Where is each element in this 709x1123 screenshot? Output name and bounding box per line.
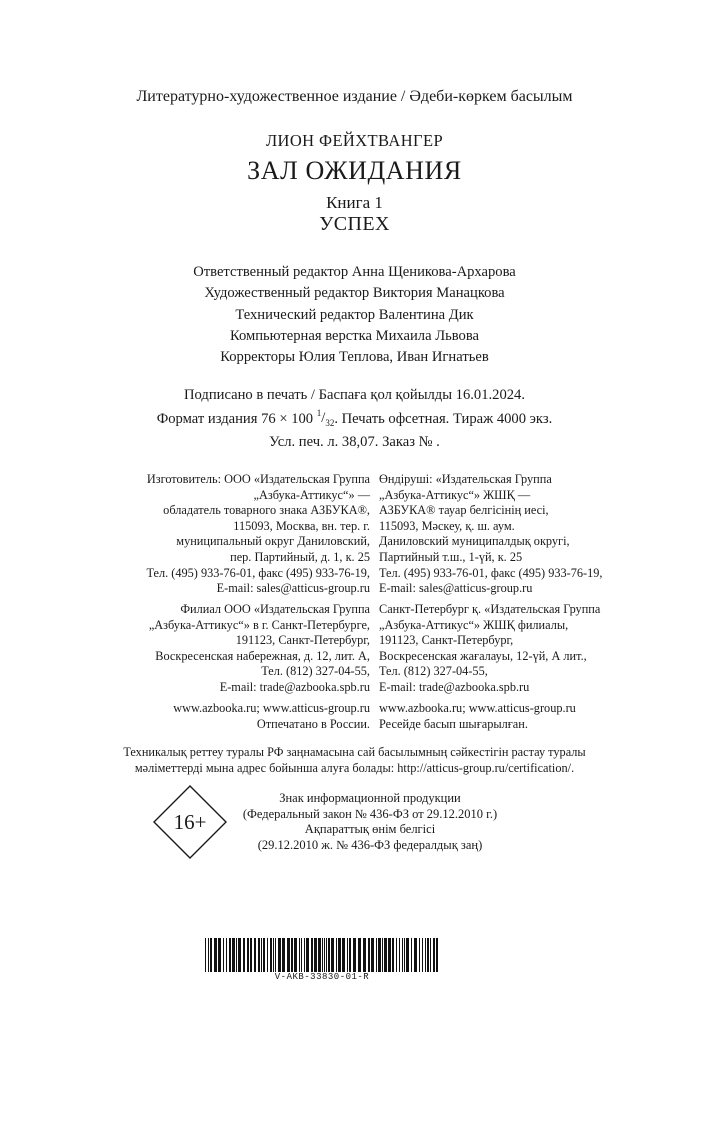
barcode-icon xyxy=(205,938,439,972)
barcode-bar xyxy=(254,938,256,972)
text-line: (29.12.2010 ж. № 436-ФЗ федералдық заң) xyxy=(257,837,483,852)
age-rating: 16+ xyxy=(173,809,207,834)
barcode-bar xyxy=(311,938,313,972)
barcode-bar xyxy=(314,938,317,972)
barcode-bar xyxy=(232,938,235,972)
format-denominator: 32 xyxy=(325,418,335,429)
barcode-bar xyxy=(223,938,224,972)
barcode-bar xyxy=(263,938,265,972)
format-prefix: Формат издания 76 × 100 xyxy=(156,410,314,427)
printed-in-line: Ресейде басып шығарылған. xyxy=(379,716,528,731)
barcode-bar xyxy=(349,938,351,972)
barcode-bar xyxy=(338,938,341,972)
barcode-bar xyxy=(278,938,281,972)
text-line: пер. Партийный, д. 1, к. 25 xyxy=(230,549,370,564)
credit-line: Корректоры Юлия Теплова, Иван Игнатьев xyxy=(220,349,489,366)
barcode-bar xyxy=(318,938,321,972)
book-number: Книга 1 xyxy=(326,193,383,212)
website-line: www.azbooka.ru; www.atticus-group.ru xyxy=(379,701,576,715)
barcode-bar xyxy=(322,938,323,972)
barcode-bar xyxy=(324,938,325,972)
text-line: „Азбука-Аттикус“» в г. Санкт-Петербурге, xyxy=(148,617,370,632)
website-line: www.azbooka.ru; www.atticus-group.ru xyxy=(173,701,370,715)
text-line: „Азбука-Аттикус“» ЖШҚ филиалы, xyxy=(379,617,569,632)
text-line: Тел. (812) 327-04-55, xyxy=(379,664,488,679)
text-line: Тел. (495) 933-76-01, факс (495) 933-76-19, xyxy=(146,565,370,580)
barcode-bar xyxy=(419,938,420,972)
barcode-bar xyxy=(226,938,227,972)
genre-line: Литературно-художественное издание / Әдеби-көркем басылым xyxy=(136,88,573,105)
text-line: АЗБУКА® тауар белгісінің иесі, xyxy=(379,503,549,518)
text-line: Техникалық реттеу туралы РФ заңнамасына сай басылымның сәйкестігін растау туралы xyxy=(123,745,586,759)
text-line: Партийный т.ш., 1-үй, к. 25 xyxy=(379,549,523,564)
barcode-bar xyxy=(396,938,397,972)
barcode-bar xyxy=(214,938,217,972)
text-line: 115093, Мәскеу, қ. ш. аум. xyxy=(379,518,515,533)
text-line: Ақпараттық өнім белгісі xyxy=(304,822,436,837)
barcode-bar xyxy=(399,938,400,972)
text-line: „Азбука-Аттикус“» — xyxy=(253,487,370,502)
barcode-bar xyxy=(404,938,405,972)
barcode-bar xyxy=(282,938,285,972)
barcode-bar xyxy=(247,938,249,972)
text-line: Знак информационной продукции xyxy=(279,791,461,805)
format-fraction: $^1/_{32}$ xyxy=(316,408,335,429)
format-suffix: . Печать офсетная. Тираж 4000 экз. xyxy=(334,410,553,427)
credit-line: Ответственный редактор Анна Щеникова-Архарова xyxy=(193,264,516,280)
barcode-bar xyxy=(304,938,305,972)
credit-line: Технический редактор Валентина Дик xyxy=(235,306,474,323)
barcode-bar xyxy=(301,938,302,972)
barcode-bar xyxy=(382,938,383,972)
barcode-bar xyxy=(273,938,274,972)
text-line: (Федеральный закон № 436-ФЗ от 29.12.2010 г.) xyxy=(242,806,498,821)
text-line: Тел. (495) 933-76-01, факс (495) 933-76-19, xyxy=(379,565,603,580)
barcode-bar xyxy=(384,938,387,972)
email-line: E-mail: sales@atticus-group.ru xyxy=(379,581,533,596)
barcode-bar xyxy=(243,938,245,972)
barcode-bar xyxy=(406,938,409,972)
barcode-bar xyxy=(402,938,403,972)
barcode-bar xyxy=(331,938,334,972)
barcode-bar xyxy=(414,938,417,972)
barcode-bar xyxy=(229,938,231,972)
barcode-bar xyxy=(433,938,435,972)
barcode-bar xyxy=(368,938,370,972)
barcode-bar xyxy=(342,938,345,972)
certification-note xyxy=(0,745,709,777)
barcode-bar xyxy=(236,938,237,972)
barcode-bar xyxy=(210,938,212,972)
barcode-bar xyxy=(208,938,209,972)
barcode-bar xyxy=(287,938,290,972)
barcode-bar xyxy=(299,938,300,972)
text-line: Өндіруші: «Издательская Группа xyxy=(379,472,552,486)
signed-date: Подписано в печать / Баспаға қол қойылды 16.01.2024. xyxy=(184,387,525,403)
barcode-bar xyxy=(347,938,348,972)
branch-kz xyxy=(379,602,639,696)
barcode-bar xyxy=(250,938,252,972)
printed-in-line: Отпечатано в России. xyxy=(256,716,370,731)
info-product-sign xyxy=(210,791,530,853)
barcode-bar xyxy=(411,938,412,972)
barcode-bar xyxy=(238,938,241,972)
print-details xyxy=(0,386,709,451)
text-line: Воскресенская набережная, д. 12, лит. А, xyxy=(155,648,370,663)
barcode-bar xyxy=(270,938,272,972)
barcode-bar xyxy=(258,938,260,972)
text-line: 191123, Санкт-Петербург, xyxy=(379,633,514,648)
manufacturer-ru xyxy=(84,472,370,597)
credit-line: Художественный редактор Виктория Манацкова xyxy=(204,285,505,302)
barcode-bar xyxy=(205,938,206,972)
barcode-bar xyxy=(336,938,337,972)
text-line: мәліметтерді мына адрес бойынша алуға болады: http://atticus-group.ru/certification/. xyxy=(134,760,575,775)
barcode-bar xyxy=(425,938,426,972)
author-name: ЛИОН ФЕЙХТВАНГЕР xyxy=(265,131,444,150)
barcode-bar xyxy=(326,938,327,972)
barcode-bar xyxy=(427,938,429,972)
barcode-bar xyxy=(363,938,366,972)
barcode-bar xyxy=(261,938,262,972)
barcode-bar xyxy=(275,938,276,972)
credit-line: Компьютерная верстка Михаила Львова xyxy=(229,327,480,344)
branch-ru xyxy=(84,602,370,696)
barcode-bar xyxy=(371,938,374,972)
text-line: Тел. (812) 327-04-55, xyxy=(261,664,370,679)
editorial-credits xyxy=(0,262,709,368)
format-line xyxy=(0,405,709,433)
barcode-bar xyxy=(306,938,309,972)
email-line: E-mail: sales@atticus-group.ru xyxy=(216,581,370,596)
barcode-bar xyxy=(328,938,330,972)
barcode-bar xyxy=(291,938,293,972)
barcode-bar xyxy=(358,938,361,972)
text-line: Филиал ООО «Издательская Группа xyxy=(180,602,370,616)
text-line: Санкт-Петербург қ. «Издательская Группа xyxy=(379,602,601,616)
barcode-bar xyxy=(388,938,391,972)
barcode-bar xyxy=(267,938,268,972)
web-ru xyxy=(84,701,370,732)
barcode-bar xyxy=(430,938,431,972)
barcode-bar xyxy=(294,938,297,972)
text-line: муниципальный округ Даниловский, xyxy=(176,534,370,549)
text-line: обладатель товарного знака АЗБУКА®, xyxy=(163,503,370,518)
barcode-code: V-AKB-33830-01-R xyxy=(274,972,370,982)
text-line: 115093, Москва, вн. тер. г. xyxy=(233,518,370,533)
barcode-bar xyxy=(378,938,381,972)
text-line: „Азбука-Аттикус“» ЖШҚ — xyxy=(379,487,531,502)
email-line: E-mail: trade@azbooka.spb.ru xyxy=(219,679,370,694)
book-subtitle: УСПЕХ xyxy=(319,213,390,235)
text-line: Даниловский муниципалдық округі, xyxy=(379,534,570,549)
text-line: Изготовитель: ООО «Издательская Группа xyxy=(146,472,370,486)
email-line: E-mail: trade@azbooka.spb.ru xyxy=(379,679,530,694)
text-line: Воскресенская жағалауы, 12-үй, А лит., xyxy=(379,648,587,663)
web-kz xyxy=(379,701,639,732)
barcode-bar xyxy=(422,938,423,972)
barcode-bar xyxy=(353,938,356,972)
book-title: ЗАЛ ОЖИДАНИЯ xyxy=(247,156,462,185)
format-numerator: 1 xyxy=(316,408,322,419)
manufacturer-kz xyxy=(379,472,639,597)
sheets-line: Усл. печ. л. 38,07. Заказ № . xyxy=(269,433,440,450)
barcode-bar xyxy=(436,938,438,972)
barcode-bar xyxy=(218,938,221,972)
barcode-bar xyxy=(392,938,394,972)
text-line: 191123, Санкт-Петербург, xyxy=(235,633,370,648)
barcode-bar xyxy=(376,938,377,972)
